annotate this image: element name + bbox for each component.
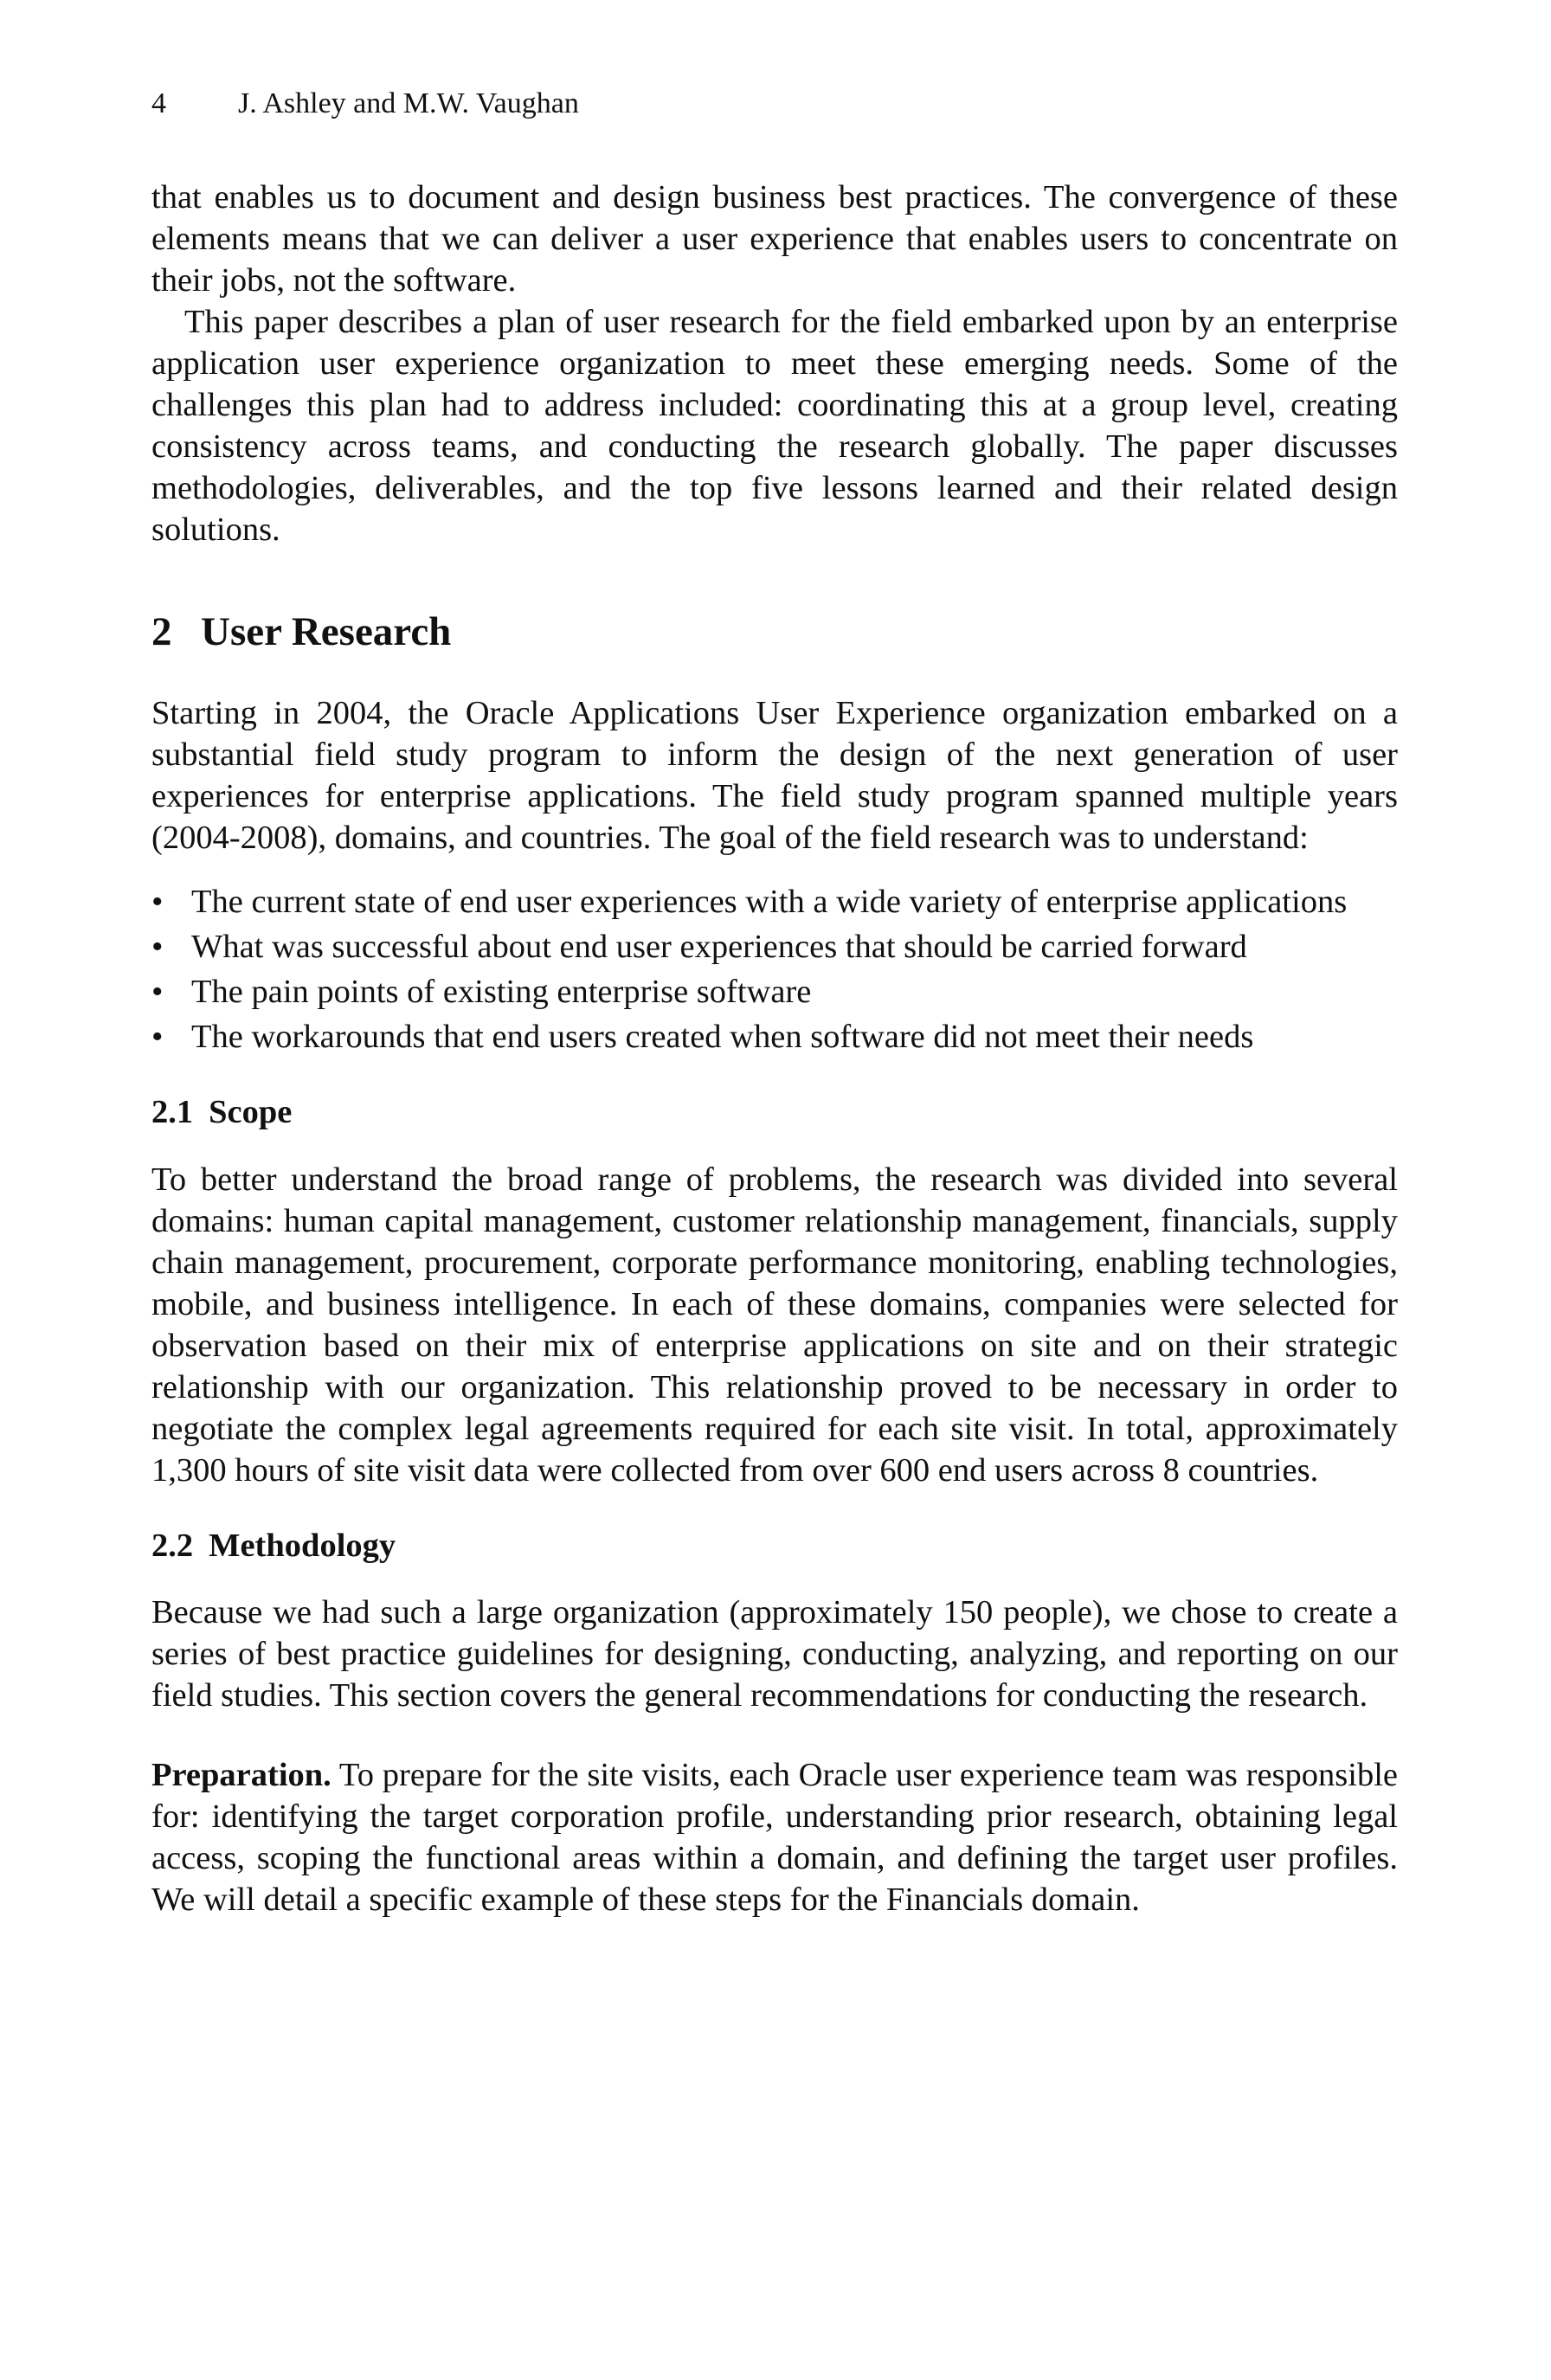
section-2-title: User Research — [201, 609, 452, 654]
methodology-paragraph: Because we had such a large organization (approximately 150 people), we chose to create a series of best practice guidelines for designing, conducting, analyzing, and reporting on our field studies. This section covers the general recommendations for conducting the research. — [151, 1593, 1398, 1714]
running-authors: J. Ashley and M.W. Vaughan — [238, 87, 579, 119]
section-2-2-title: Methodology — [209, 1527, 396, 1564]
section-2-1-heading — [151, 1092, 1398, 1132]
paper-page — [151, 87, 1398, 1920]
preparation-heading: Preparation. — [151, 1756, 331, 1793]
bullet-icon: • — [151, 929, 164, 966]
running-header — [151, 87, 1398, 149]
bullet-icon: • — [151, 884, 164, 921]
section-2-heading — [151, 608, 1398, 656]
list-item-text: What was successful about end user experiences that should be carried forward — [191, 929, 1247, 966]
section-2-paragraph-1: Starting in 2004, the Oracle Applications User Experience organization embarked on a substantial field study program to inform the design of the next generation of user experiences for enterprise applications. The field study program spanned multiple years (2004-2008), domains, and countries. The goal of the field research was to understand: — [151, 695, 1398, 857]
bullet-icon: • — [151, 1019, 164, 1056]
section-2-2-number: 2.2 — [151, 1527, 194, 1564]
list-item — [151, 881, 1398, 923]
list-item-text: The workarounds that end users created when software did not meet their needs — [191, 1019, 1254, 1056]
list-item-text: The pain points of existing enterprise software — [191, 974, 812, 1011]
section-2-1-title: Scope — [209, 1094, 293, 1131]
preparation-text: To prepare for the site visits, each Oracle user experience team was responsible for: identifying the target corporation profile, understanding prior research, obtaining legal access, scoping the functional areas within a domain, and defining the target user profiles. We will detail a specific example of these steps for the Financials domain. — [151, 1756, 1398, 1918]
goals-bullet-list — [151, 881, 1398, 1058]
section-2-1-number: 2.1 — [151, 1094, 194, 1131]
intro-paragraph-1: that enables us to document and design business best practices. The convergence of these elements means that we can deliver a user experience that enables users to concentrate on their jobs, not the software. — [151, 179, 1398, 299]
preparation-paragraph — [151, 1754, 1398, 1920]
scope-paragraph: To better understand the broad range of problems, the research was divided into several domains: human capital management, customer relationship management, financials, supply chain management, procurement, corporate performance monitoring, enabling technologies, mobile, and business intelligence. In each of these domains, companies were selected for observation based on their mix of enterprise applications on site and on their strategic relationship with our organization. This relationship proved to be necessary in order to negotiate the complex legal agreements required for each site visit. In total, approximately 1,300 hours of site visit data were collected from over 600 end users across 8 countries. — [151, 1161, 1398, 1489]
list-item-text: The current state of end user experiences with a wide variety of enterprise applications — [191, 884, 1348, 921]
list-item — [151, 926, 1398, 968]
intro-paragraph-2: This paper describes a plan of user research for the field embarked upon by an enterprise application user experience organization to meet these emerging needs. Some of the challenges this plan had to address included: coordinating this at a group level, creating consistency across teams, and conducting the research globally. The paper discusses methodologies, deliverables, and the top five lessons learned and their related design solutions. — [151, 304, 1398, 548]
section-2-2-heading — [151, 1526, 1398, 1566]
page-number: 4 — [151, 87, 166, 119]
list-item — [151, 971, 1398, 1013]
bullet-icon: • — [151, 974, 164, 1011]
section-2-number: 2 — [151, 609, 172, 654]
list-item — [151, 1016, 1398, 1058]
